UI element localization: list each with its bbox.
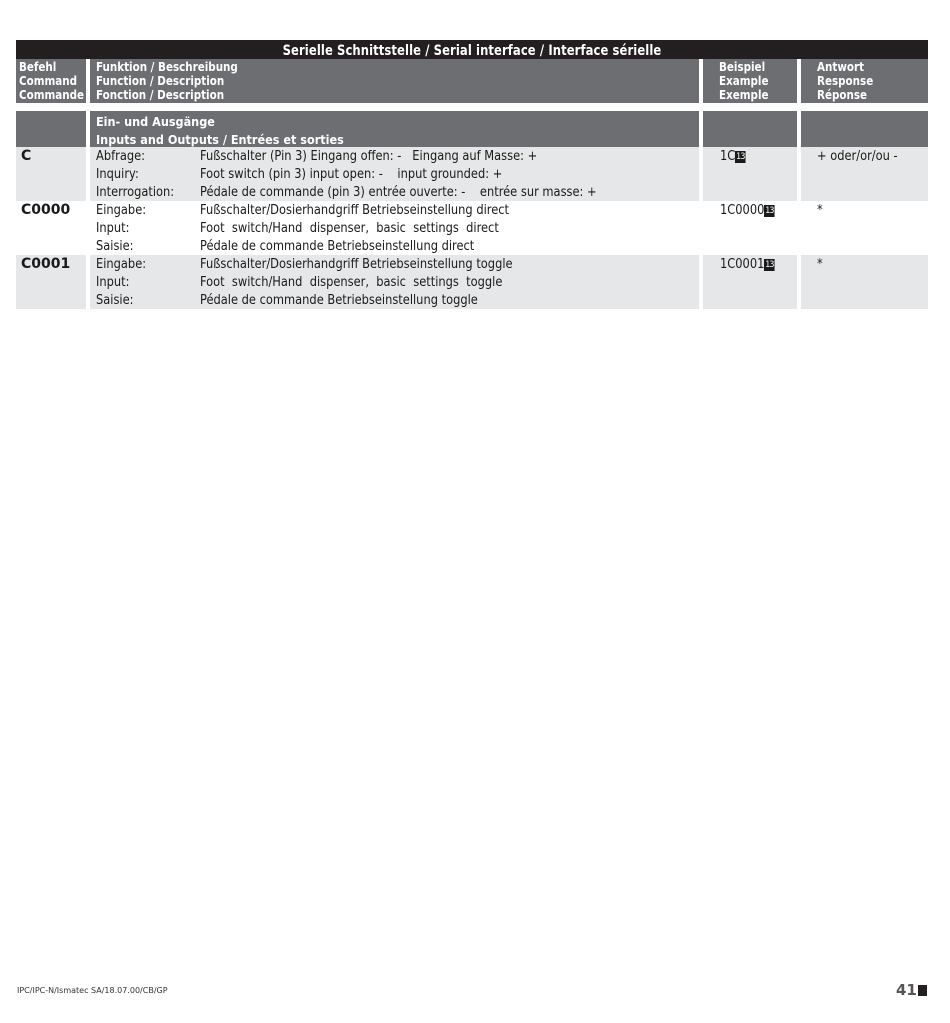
header-function-en: Function / Description [96, 73, 225, 88]
description-fr: Pédale de commande (pin 3) entrée ouverte: - entrée sur masse: + [200, 185, 597, 200]
row-descriptions [200, 256, 555, 310]
header-command-en: Command [19, 73, 78, 88]
header-response-en: Response [817, 73, 874, 88]
row-labels [96, 202, 153, 256]
header-function [90, 59, 699, 103]
header-function-de: Funktion / Beschreibung [96, 59, 238, 74]
header-response-fr: Réponse [817, 87, 868, 102]
header-example-de: Beispiel [719, 59, 766, 74]
response-cell [817, 148, 909, 166]
response-cell [817, 202, 824, 220]
command-code: C0001 [21, 256, 71, 272]
page-marker-icon [918, 985, 927, 996]
response-cell [817, 256, 824, 274]
label-en: Input: [96, 275, 130, 290]
description-de: Fußschalter/Dosierhandgriff Betriebseinstellung toggle [200, 257, 513, 272]
header-function-fr: Fonction / Description [96, 87, 225, 102]
description-en: Foot switch/Hand dispenser, basic settings toggle [200, 275, 503, 290]
header-response [801, 59, 928, 103]
label-de: Eingabe: [96, 257, 147, 272]
row-bg [703, 147, 797, 201]
header-command-de: Befehl [19, 59, 57, 74]
label-en: Input: [96, 221, 130, 236]
command-code: C [21, 148, 32, 164]
description-de: Fußschalter (Pin 3) Eingang offen: - Eingang auf Masse: + [200, 149, 538, 164]
header-example-fr: Exemple [719, 87, 769, 102]
section-cell-response [801, 111, 928, 147]
description-de: Fußschalter/Dosierhandgriff Betriebseinstellung direct [200, 203, 510, 218]
row-labels [96, 256, 153, 310]
command-code: C0000 [21, 202, 71, 218]
description-fr: Pédale de commande Betriebseinstellung direct [200, 239, 475, 254]
row-descriptions [200, 148, 651, 202]
row-labels [96, 148, 185, 202]
label-fr: Interrogation: [96, 185, 175, 200]
label-de: Abfrage: [96, 149, 145, 164]
example-text: 1C0000 [720, 203, 765, 218]
label-fr: Saisie: [96, 239, 134, 254]
row-descriptions [200, 202, 551, 256]
description-en: Foot switch (pin 3) input open: - input grounded: + [200, 167, 503, 182]
example-text: 1C0001 [720, 257, 765, 272]
section-cell-example [703, 111, 797, 147]
header-example-en: Example [719, 73, 769, 88]
label-de: Eingabe: [96, 203, 147, 218]
description-en: Foot switch/Hand dispenser, basic settings direct [200, 221, 499, 236]
table-title [16, 40, 928, 59]
section-heading [90, 111, 699, 147]
label-fr: Saisie: [96, 293, 134, 308]
carriage-return-icon: 13 [765, 260, 774, 270]
section-heading-line1: Ein- und Ausgänge [96, 114, 215, 129]
carriage-return-icon: 13 [765, 206, 774, 216]
example-cell [720, 202, 782, 220]
example-text: 1C [720, 149, 736, 164]
description-fr: Pédale de commande Betriebseinstellung toggle [200, 293, 478, 308]
header-command [16, 59, 86, 103]
carriage-return-icon: 13 [736, 152, 745, 162]
header-response-de: Antwort [817, 59, 865, 74]
document-code: IPC/IPC-N/Ismatec SA/18.07.00/CB/GP [17, 986, 168, 995]
table-title-text: Serielle Schnittstelle / Serial interface / Interface sérielle [282, 43, 662, 59]
response-text: + oder/or/ou - [817, 149, 898, 164]
label-en: Inquiry: [96, 167, 139, 182]
example-cell [720, 148, 749, 166]
response-text: * [817, 257, 823, 272]
header-example [703, 59, 797, 103]
response-text: * [817, 203, 823, 218]
section-heading-line2: Inputs and Outputs / Entrées et sorties [96, 132, 344, 147]
page-number: 41 [896, 981, 917, 999]
header-command-fr: Commande [19, 87, 85, 102]
example-cell [720, 256, 782, 274]
section-cell-command [16, 111, 86, 147]
